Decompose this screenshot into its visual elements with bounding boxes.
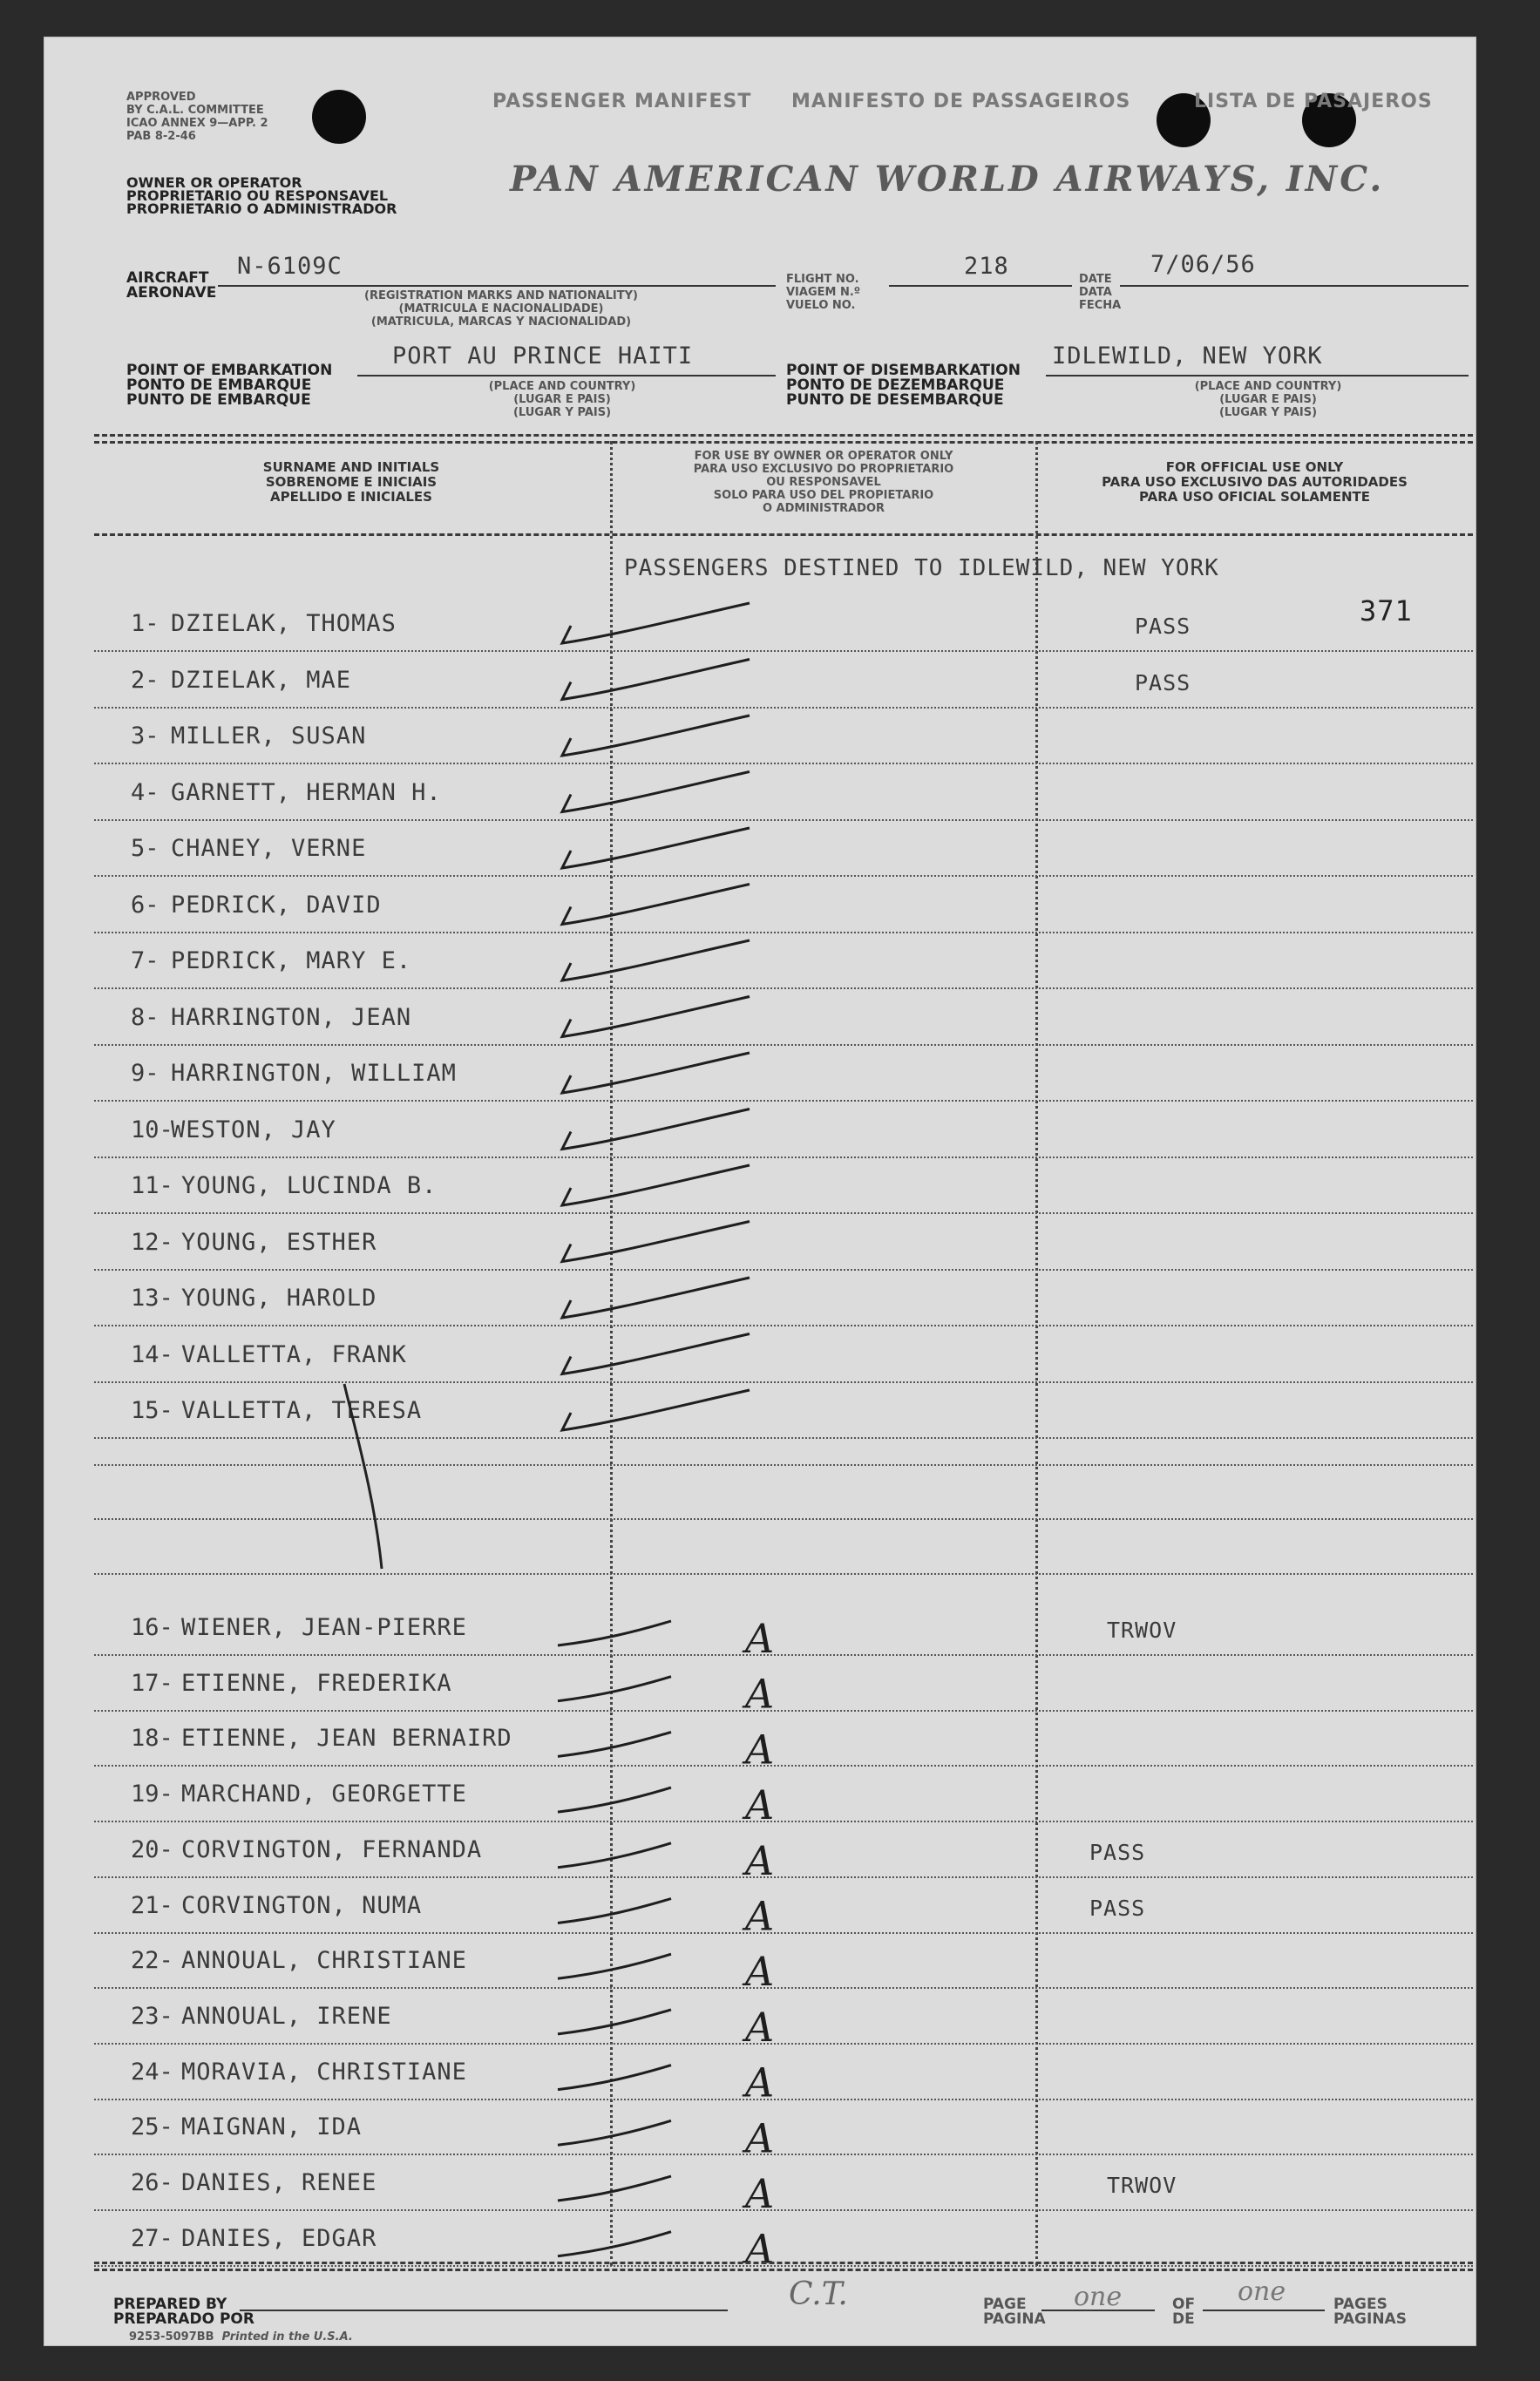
manifest-title-en: PASSENGER MANIFEST	[492, 91, 752, 112]
page-number: one	[1074, 2282, 1123, 2312]
row-number: 27-	[131, 2224, 173, 2252]
row-number: 22-	[131, 1947, 173, 1975]
mark-letter: A	[745, 2225, 775, 2273]
passenger-name: ETIENNE, FREDERIKA	[181, 1669, 452, 1697]
disembarkation-place-labels: (PLACE AND COUNTRY) (LUGAR E PAIS) (LUGAR Y PAIS)	[1194, 380, 1342, 419]
prepared-underline	[240, 2310, 728, 2311]
mark-letter: A	[745, 1892, 775, 1940]
check-mark	[562, 1053, 750, 1093]
section-heading: PASSENGERS DESTINED TO IDLEWILD, NEW YORK	[624, 555, 1219, 581]
mark-letter: A	[745, 1615, 775, 1662]
tick-stroke	[558, 1843, 671, 1868]
row-number: 11-	[131, 1172, 173, 1199]
form-code-block: APPROVED BY C.A.L. COMMITTEE ICAO ANNEX 9—APP. 2 PAB 8-2-46	[126, 91, 268, 143]
passenger-name: WESTON, JAY	[171, 1116, 336, 1143]
passenger-name: YOUNG, LUCINDA B.	[181, 1172, 438, 1199]
passenger-name: VALLETTA, TERESA	[181, 1397, 423, 1424]
passenger-name: MORAVIA, CHRISTIANE	[181, 2058, 467, 2086]
check-mark	[562, 660, 750, 700]
of-labels: OF DE	[1172, 2296, 1196, 2328]
date-labels: DATE DATA FECHA	[1079, 273, 1122, 312]
embarkation-value: PORT AU PRINCE HAITI	[392, 343, 694, 370]
company-name: PAN AMERICAN WORLD AIRWAYS, INC.	[510, 159, 1385, 200]
bracket-stroke	[344, 1384, 382, 1569]
passenger-name: CORVINGTON, NUMA	[181, 1891, 423, 1919]
total-pages-underline	[1203, 2310, 1325, 2311]
passenger-name: ETIENNE, JEAN BERNAIRD	[181, 1725, 512, 1753]
tick-stroke	[558, 1677, 671, 1701]
footer-rule-2	[94, 2269, 1473, 2271]
row-number: 7-	[131, 947, 159, 974]
row-number: 15-	[131, 1397, 173, 1424]
official-status: PASS	[1089, 1895, 1146, 1921]
official-status: PASS	[1089, 1839, 1146, 1865]
tick-stroke	[558, 2066, 671, 2090]
row-number: 17-	[131, 1669, 173, 1697]
tick-stroke	[558, 1899, 671, 1923]
row-number: 1-	[131, 610, 159, 637]
check-mark	[562, 1390, 750, 1430]
row-number: 20-	[131, 1835, 173, 1863]
check-mark	[562, 1222, 750, 1262]
row-number: 10-	[131, 1116, 173, 1143]
check-mark	[562, 716, 750, 756]
row-number: 5-	[131, 835, 159, 862]
prepared-labels: PREPARED BY PREPARADO POR	[113, 2296, 254, 2328]
tick-stroke	[558, 1621, 671, 1645]
passenger-name: CHANEY, VERNE	[171, 835, 367, 862]
column-header-names: SURNAME AND INITIALS SOBRENOME E INICIAIS APELLIDO E INICIALES	[262, 459, 440, 505]
registration-labels: (REGISTRATION MARKS AND NATIONALITY) (MATRICULA E NACIONALIDADE) (MATRICULA, MARCAS Y NACIONALIDAD)	[364, 289, 638, 329]
passenger-name: HARRINGTON, WILLIAM	[171, 1060, 457, 1087]
row-number: 9-	[131, 1060, 159, 1087]
row-number: 4-	[131, 778, 159, 806]
passenger-name: VALLETTA, FRANK	[181, 1340, 407, 1368]
tick-stroke	[558, 1954, 671, 1978]
row-number: 6-	[131, 891, 159, 919]
row-number: 25-	[131, 2113, 173, 2141]
passenger-name: GARNETT, HERMAN H.	[171, 778, 442, 806]
owner-labels: OWNER OR OPERATOR PROPRIETARIO OU RESPONSAVEL PROPRIETARIO O ADMINISTRADOR	[126, 174, 397, 217]
passenger-name: DZIELAK, MAE	[171, 666, 352, 694]
check-mark	[562, 772, 750, 812]
check-mark	[562, 828, 750, 868]
tick-stroke	[558, 2120, 671, 2145]
row-number: 18-	[131, 1725, 173, 1753]
row-number: 24-	[131, 2058, 173, 2086]
row-number: 3-	[131, 722, 159, 750]
manifest-title-pt: MANIFESTO DE PASSAGEIROS	[791, 91, 1131, 112]
mark-letter: A	[745, 1670, 775, 1718]
passenger-name: YOUNG, HAROLD	[181, 1285, 377, 1312]
check-mark	[562, 1109, 750, 1150]
passenger-name: PEDRICK, MARY E.	[171, 947, 412, 974]
footer-rule	[94, 2262, 1473, 2264]
prepared-by-initials: C.T.	[789, 2276, 848, 2312]
mark-letter: A	[745, 1726, 775, 1774]
row-number: 19-	[131, 1781, 173, 1808]
row-number: 21-	[131, 1891, 173, 1919]
mark-letter: A	[745, 1836, 775, 1884]
check-mark	[562, 940, 750, 980]
mark-letter: A	[745, 2170, 775, 2217]
mark-letter: A	[745, 1948, 775, 1996]
row-number: 23-	[131, 2002, 173, 2030]
passenger-name: MARCHAND, GEORGETTE	[181, 1781, 467, 1808]
disembarkation-labels: POINT OF DISEMBARKATION PONTO DE DEZEMBARQUE PUNTO DE DESEMBARQUE	[786, 362, 1021, 409]
form-number: 9253-5097BB Printed in the U.S.A.	[129, 2330, 353, 2344]
passenger-name: MILLER, SUSAN	[171, 722, 367, 750]
row-number: 16-	[131, 1614, 173, 1641]
row-number: 26-	[131, 2169, 173, 2196]
check-mark	[562, 1278, 750, 1318]
passenger-name: DZIELAK, THOMAS	[171, 610, 397, 637]
disembarkation-value: IDLEWILD, NEW YORK	[1052, 343, 1323, 370]
total-pages: one	[1238, 2276, 1286, 2307]
row-number: 2-	[131, 666, 159, 694]
row-number: 13-	[131, 1285, 173, 1312]
check-mark	[562, 997, 750, 1037]
official-status: PASS	[1135, 669, 1191, 695]
flight-labels: FLIGHT NO. VIAGEM N.º VUELO NO.	[786, 273, 861, 312]
aircraft-labels: AIRCRAFT AERONAVE	[126, 269, 217, 302]
check-mark	[562, 603, 750, 643]
row-number: 14-	[131, 1340, 173, 1368]
passenger-name: MAIGNAN, IDA	[181, 2113, 363, 2141]
official-status: TRWOV	[1107, 2173, 1177, 2198]
flight-number: 218	[964, 253, 1009, 280]
column-header-official: FOR OFFICIAL USE ONLY PARA USO EXCLUSIVO DAS AUTORIDADES PARA USO OFICIAL SOLAMENTE	[1102, 459, 1408, 505]
flight-date: 7/06/56	[1150, 251, 1256, 278]
official-status: TRWOV	[1107, 1618, 1177, 1643]
check-mark	[562, 1165, 750, 1205]
passenger-name: DANIES, EDGAR	[181, 2224, 377, 2252]
column-header-operator: FOR USE BY OWNER OR OPERATOR ONLY PARA USO EXCLUSIVO DO PROPRIETARIO OU RESPONSAVEL SOLO PARA USO DEL PROPIETARIO O ADMINISTRADOR	[693, 450, 954, 515]
passenger-name: WIENER, JEAN-PIERRE	[181, 1614, 467, 1641]
embarkation-labels: POINT OF EMBARKATION PONTO DE EMBARQUE PUNTO DE EMBARQUE	[126, 362, 333, 409]
passenger-name: DANIES, RENEE	[181, 2169, 377, 2196]
mark-letter: A	[745, 2003, 775, 2051]
tick-stroke	[558, 1732, 671, 1756]
pages-labels: PAGES PAGINAS	[1333, 2296, 1407, 2328]
row-number: 12-	[131, 1228, 173, 1256]
tick-stroke	[558, 1787, 671, 1812]
aircraft-value: N-6109C	[237, 253, 343, 280]
passenger-name: YOUNG, ESTHER	[181, 1228, 377, 1256]
mark-letter: A	[745, 2059, 775, 2106]
passenger-name: ANNOUAL, IRENE	[181, 2002, 392, 2030]
embarkation-place-labels: (PLACE AND COUNTRY) (LUGAR E PAIS) (LUGAR Y PAIS)	[488, 380, 636, 419]
passenger-name: HARRINGTON, JEAN	[171, 1003, 412, 1031]
tick-stroke	[558, 2176, 671, 2201]
check-mark	[562, 885, 750, 925]
passenger-name: ANNOUAL, CHRISTIANE	[181, 1947, 467, 1975]
mark-letter: A	[745, 2114, 775, 2162]
tick-stroke	[558, 2010, 671, 2034]
page-underline	[1041, 2310, 1155, 2311]
tick-stroke	[558, 2232, 671, 2256]
passenger-name: CORVINGTON, FERNANDA	[181, 1835, 483, 1863]
official-status: PASS	[1135, 614, 1191, 639]
manifest-title-es: LISTA DE PASAJEROS	[1194, 91, 1433, 112]
official-number: 371	[1360, 594, 1413, 627]
mark-letter: A	[745, 1781, 775, 1829]
check-mark	[562, 1334, 750, 1374]
passenger-name: PEDRICK, DAVID	[171, 891, 382, 919]
row-number: 8-	[131, 1003, 159, 1031]
page-labels: PAGE PAGINA	[983, 2296, 1046, 2328]
